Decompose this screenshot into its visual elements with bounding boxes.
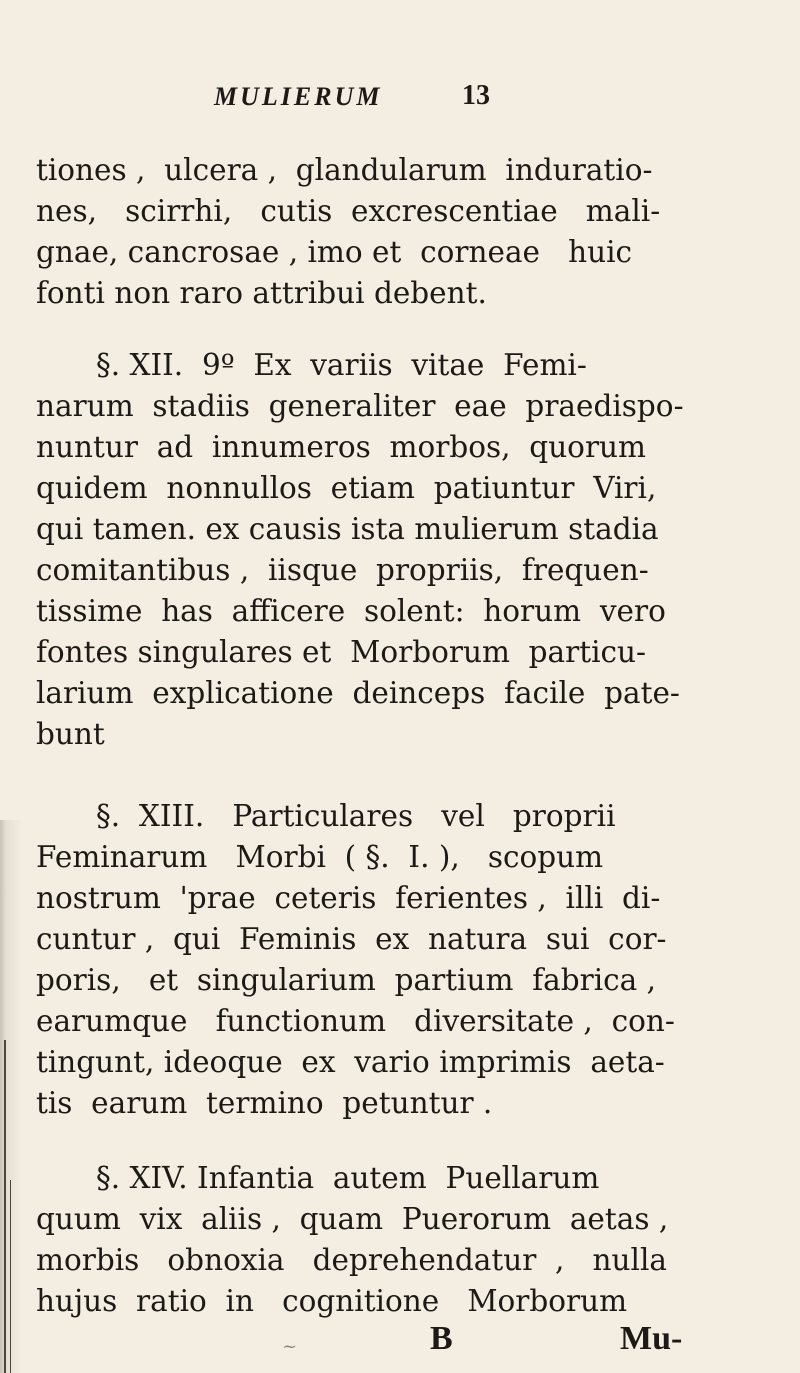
text-line: tiones , ulcera , glandularum induratio-: [36, 153, 653, 187]
section-heading-line: §. XII. 9º Ex variis vitae Femi-: [96, 348, 587, 382]
signature-mark: B: [430, 1320, 453, 1357]
text-line: narum stadiis generaliter eae praedispo-: [36, 389, 684, 423]
text-line: poris, et singularium partium fabrica ,: [36, 963, 657, 997]
section-heading-line: §. XIII. Particulares vel proprii: [96, 799, 616, 833]
catchword: Mu-: [620, 1320, 683, 1357]
page-header: [0, 82, 800, 126]
text-line: tis earum termino petuntur .: [36, 1086, 493, 1120]
text-line: quum vix aliis , quam Puerorum aetas ,: [36, 1202, 669, 1236]
text-line: qui tamen. ex causis ista mulierum stadia: [36, 512, 659, 546]
text-line: nostrum 'prae ceteris ferientes , illi di-: [36, 881, 661, 915]
text-line: tingunt, ideoque ex vario imprimis aeta-: [36, 1045, 665, 1079]
text-line: cuntur , qui Feminis ex natura sui cor-: [36, 922, 667, 956]
page-edge-line: [4, 1040, 6, 1373]
text-line: gnae, cancrosae , imo et corneae huic: [36, 235, 633, 269]
page-edge-line: [10, 1180, 11, 1373]
page-number: 13: [462, 80, 490, 111]
text-line: nuntur ad innumeros morbos, quorum: [36, 430, 647, 464]
text-line: bunt: [36, 717, 105, 751]
text-line: nes, scirrhi, cutis excrescentiae mali-: [36, 194, 661, 228]
text-line: fonti non raro attribui debent.: [36, 276, 487, 310]
section-heading-line: §. XIV. Infantia autem Puellarum: [96, 1161, 600, 1195]
text-line: earumque functionum diversitate , con-: [36, 1004, 675, 1038]
text-line: hujus ratio in cognitione Morborum: [36, 1284, 628, 1318]
running-title: MULIERUM: [214, 82, 383, 111]
text-line: morbis obnoxia deprehendatur , nulla: [36, 1243, 668, 1277]
ink-smudge: ~: [282, 1336, 298, 1357]
text-line: tissime has afficere solent: horum vero: [36, 594, 666, 628]
text-line: fontes singulares et Morborum particu-: [36, 635, 647, 669]
text-line: Feminarum Morbi ( §. I. ), scopum: [36, 840, 604, 874]
text-line: larium explicatione deinceps facile pate-: [36, 676, 680, 710]
text-line: quidem nonnullos etiam patiuntur Viri,: [36, 471, 657, 505]
text-line: comitantibus , iisque propriis, frequen-: [36, 553, 649, 587]
